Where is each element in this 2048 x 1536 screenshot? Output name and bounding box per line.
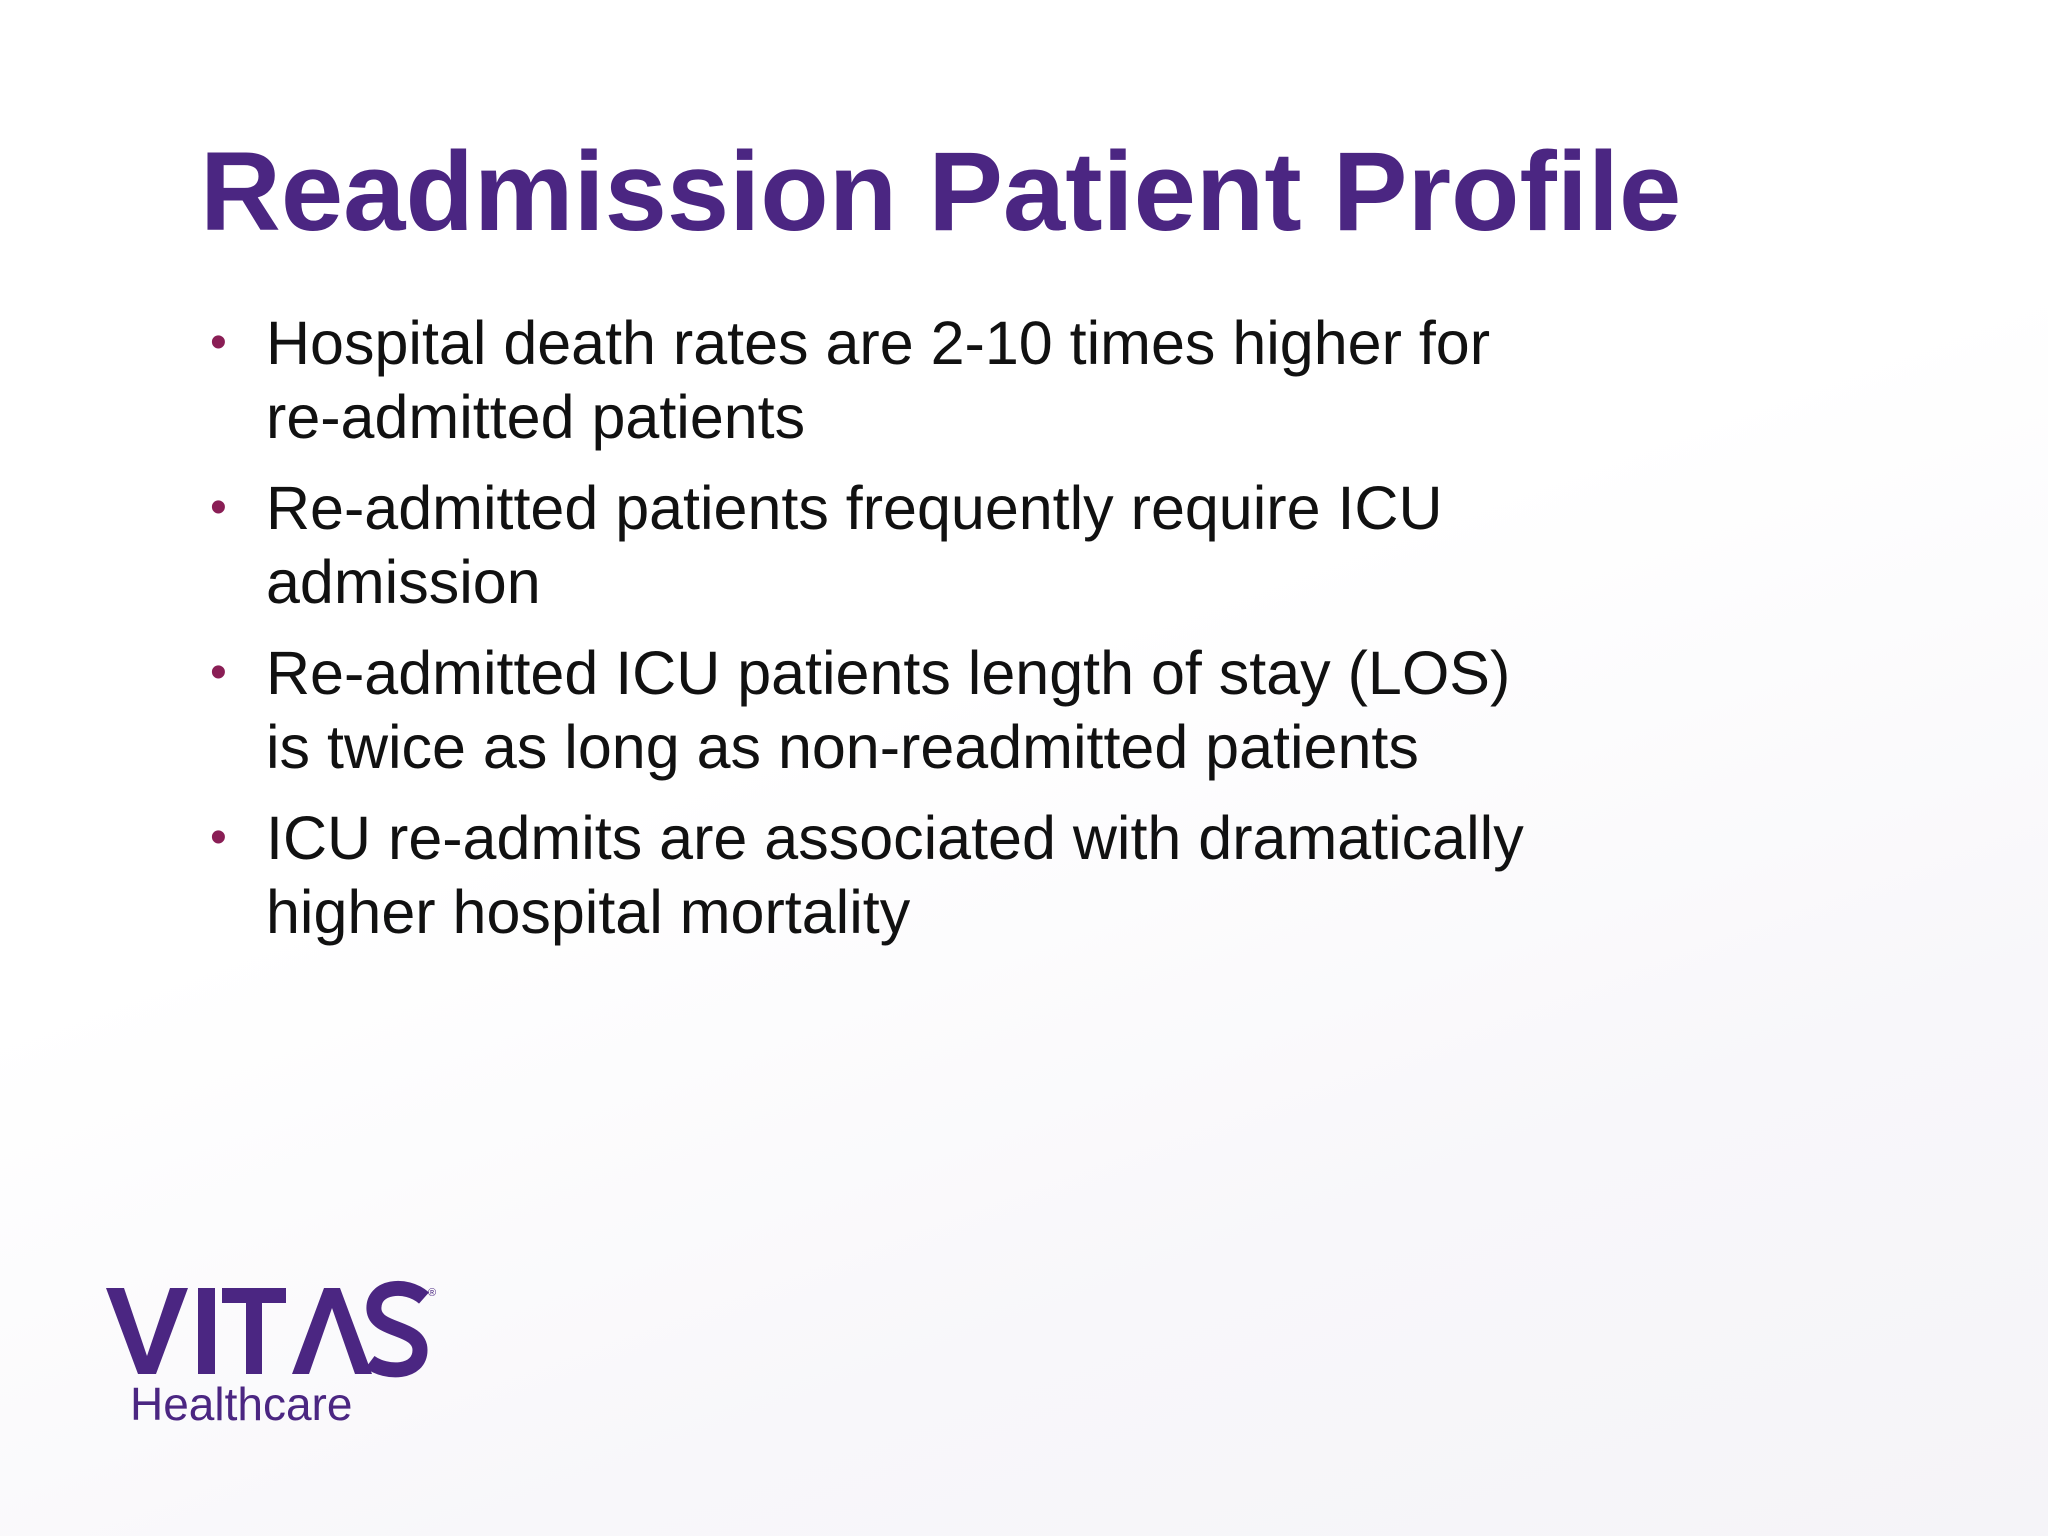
bullet-item (210, 471, 1630, 619)
bullet-line: Re-admitted ICU patients length of stay (LOS) (266, 639, 1511, 707)
bullet-line: re-admitted patients (266, 383, 806, 451)
bullet-line: ICU re-admits are associated with dramatically (266, 804, 1524, 872)
bullet-line: Re-admitted patients frequently require ICU (266, 474, 1443, 542)
registered-mark: ® (428, 1287, 436, 1299)
bullet-item (210, 306, 1630, 454)
bullet-line: higher hospital mortality (266, 878, 911, 946)
bullet-line: admission (266, 548, 541, 616)
bullet-dot-icon: • (210, 811, 227, 864)
bullet-item (210, 636, 1630, 784)
bullet-dot-icon: • (210, 316, 227, 369)
vitas-logo-icon (106, 1270, 436, 1430)
bullet-list (210, 306, 1630, 966)
bullet-item (210, 801, 1630, 949)
bullet-dot-icon: • (210, 646, 227, 699)
vitas-healthcare-logo (106, 1270, 436, 1430)
logo-subtitle: Healthcare (130, 1378, 353, 1430)
bullet-line: is twice as long as non-readmitted patients (266, 713, 1419, 781)
slide-title: Readmission Patient Profile (200, 129, 1682, 254)
bullet-line: Hospital death rates are 2-10 times higher for (266, 309, 1491, 377)
bullet-dot-icon: • (210, 481, 227, 534)
